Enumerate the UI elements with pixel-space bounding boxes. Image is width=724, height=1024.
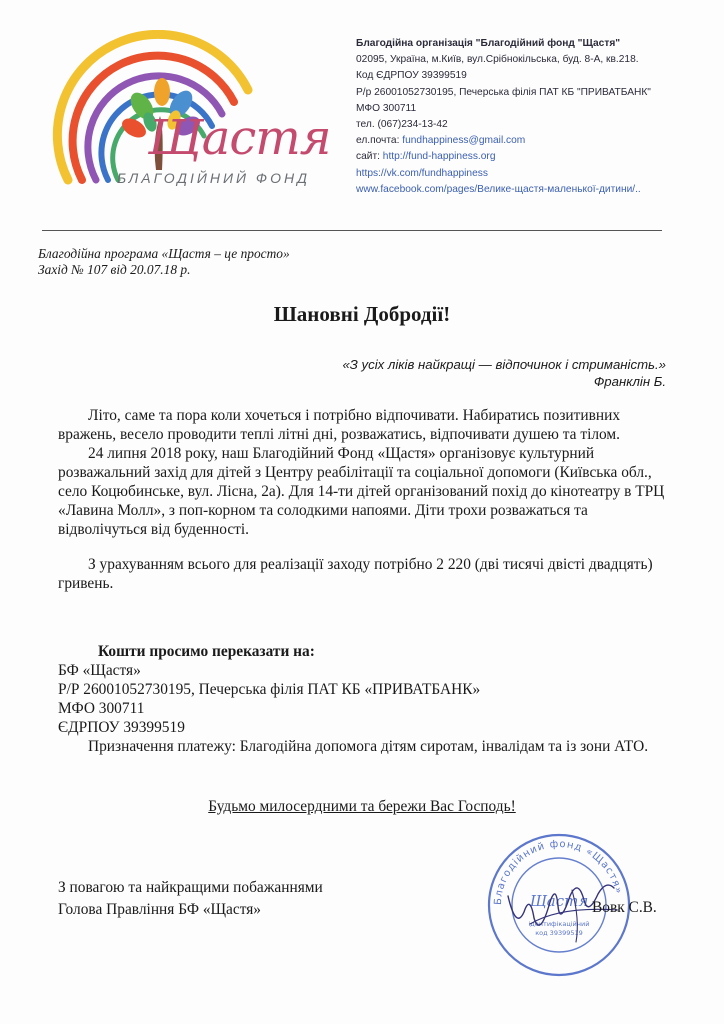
org-email-row xyxy=(356,133,706,149)
logo-wordmark: Щастя xyxy=(148,110,331,166)
quote-author: Франклін Б. xyxy=(593,374,666,389)
paragraph-cost: З урахуванням всього для реалізації заходу потрібно 2 220 (дві тисячі двісті двадцять) гривень. xyxy=(58,556,653,592)
program-reference xyxy=(38,246,290,278)
payment-details xyxy=(58,642,678,756)
email-link[interactable]: fundhappiness@gmail.com xyxy=(402,135,526,147)
site-link[interactable]: http://fund-happiness.org xyxy=(382,151,496,163)
letter-body xyxy=(58,406,674,593)
facebook-link[interactable]: www.facebook.com/pages/Велике-щастя-маленької-дитини/.. xyxy=(356,183,641,195)
org-name: Благодійна організація "Благодійний фонд "Щастя" xyxy=(356,38,621,49)
logo-subtitle: БЛАГОДІЙНИЙ ФОНД xyxy=(117,170,310,186)
stamp-center-text: Щастя xyxy=(529,892,589,910)
vk-link[interactable]: https://vk.com/fundhappiness xyxy=(356,167,488,179)
payment-account: Р/Р 26001052730195, Печерська філія ПАТ КБ «ПРИВАТБАНК» xyxy=(58,681,481,698)
paragraph-summer: Літо, саме та пора коли хочеться і потрібно відпочивати. Набиратись позитивних вражень, весело проводити теплі літні дні, розважатись, відпочивати душею та тілом. xyxy=(58,407,621,443)
signoff-regards: З повагою та найкращими побажаннями xyxy=(58,879,323,896)
stamp-code-label: ідентифікаційний xyxy=(528,920,590,928)
program-title: Благодійна програма «Щастя – це просто» xyxy=(38,246,290,261)
signoff-block xyxy=(58,877,323,921)
org-edrpou: Код ЄДРПОУ 39399519 xyxy=(356,70,467,82)
org-account: Р/р 26001052730195, Печерська філія ПАТ КБ "ПРИВАТБАНК" xyxy=(356,86,651,98)
org-site-row xyxy=(356,149,706,165)
payment-mfo: МФО 300711 xyxy=(58,700,145,717)
epigraph xyxy=(342,356,666,390)
payment-recipient: БФ «Щастя» xyxy=(58,662,141,679)
greeting-heading: Шановні Добродії! xyxy=(273,302,451,326)
email-label: ел.почта: xyxy=(356,135,403,147)
event-number: Захід № 107 від 20.07.18 р. xyxy=(38,262,191,277)
contact-block xyxy=(356,36,706,198)
payment-purpose: Призначення платежу: Благодійна допомога дітям сиротам, інвалідам та із зони АТО. xyxy=(88,738,649,755)
header-divider xyxy=(42,230,662,231)
payment-edrpou: ЄДРПОУ 39399519 xyxy=(58,719,185,736)
quote-text: «З усіх ліків найкращі — відпочинок і стриманість.» xyxy=(342,357,666,372)
site-label: сайт: xyxy=(356,151,383,163)
signatory-name: Вовк С.В. xyxy=(592,899,657,916)
closing-blessing xyxy=(0,798,724,816)
payment-heading: Кошти просимо переказати на: xyxy=(98,643,315,660)
org-address: 02095, Україна, м.Київ, вул.Срібнокільська, буд. 8-А, кв.218. xyxy=(356,54,639,66)
signoff-position: Голова Правління БФ «Щастя» xyxy=(58,901,262,918)
org-phone: тел. (067)234-13-42 xyxy=(356,119,448,131)
stamp-ring-text: Благодійний фонд «Щастя» xyxy=(492,838,625,906)
org-mfo: МФО 300711 xyxy=(356,102,417,114)
paragraph-event: 24 липня 2018 року, наш Благодійний Фонд «Щастя» організовує культурний розважальний захід для дітей з Центру реабілітації та соціальної допомоги (Київська обл., село Коцюбинське, вул. Лісна, 2а). Для 14-ти дітей організований похід до кінотеатру в ТРЦ «Лавина Молл», з поп-корном та солодкими напоями. Діти трохи розважаться та відволічуться від буденності. xyxy=(58,445,665,538)
stamp-code: код 39399519 xyxy=(535,929,583,937)
closing-text: Будьмо милосердними та бережи Вас Господь! xyxy=(208,798,516,815)
